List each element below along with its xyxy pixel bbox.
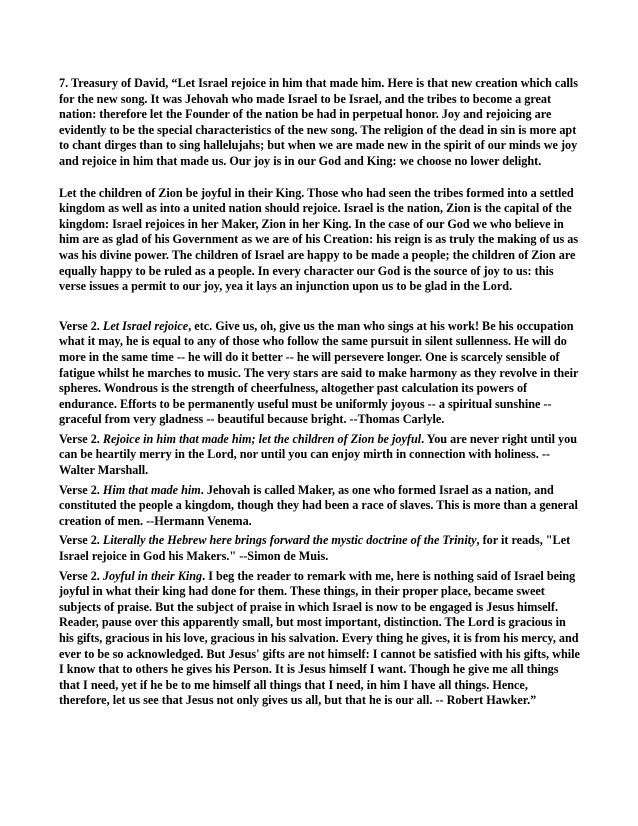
verse-text: . I beg the reader to remark with me, here is nothing said of Israel being joyful in what their king had done for them. These things, in their proper place, became sweet subjects of praise. But the subject of praise in which Israel is now to be engaged is Jesus himself. Reader, pause over this apparently small, but most important, distinction. The Lord is gracious in his gifts, gracious in his love, gracious in his salvation. Every thing he gives, it is from his mercy, and ever to be so acknowledged. But Jesus' gifts are not himself: I cannot be satisfied with his gifts, while I know that to others he gives his Person. It is Jesus himself I want. Though he give me all things that I need, yet if he be to me himself all things that I need, in him I have all things. Hence, therefore, let us see that Jesus not only gives us all, but that he is our all. -- Robert Hawker.” — [59, 568, 580, 708]
verse-text: , etc. Give us, oh, give us the man who sings at his work! Be his occupation what it may, he is equal to any of those who follow the same pursuit in silent sullenness. He will do more in the same time -- he will do it better -- he will persevere longer. One is scarcely sensible of fatigue whilst he marches to music. The very stars are said to make harmony as they revolve in their spheres. Wondrous is the strength of cheerfulness, altogether past calculation its powers of endurance. Efforts to be permanently useful must be uniformly joyous -- a spiritual sunshine -- graceful from very gladness -- beautiful because bright. --Thomas Carlyle. — [59, 318, 579, 427]
verse-reference: Verse 2. — [59, 431, 100, 446]
document-page — [59, 76, 581, 709]
verse-comment-venema — [59, 483, 581, 530]
verse-emphasis: Literally the Hebrew here brings forward the mystic doctrine of the Trinity — [102, 533, 477, 548]
verse-reference: Verse 2. — [59, 533, 100, 548]
verse-reference: Verse 2. — [59, 568, 100, 583]
verse-emphasis: Joyful in their King — [102, 568, 203, 583]
verse-reference: Verse 2. — [59, 482, 100, 497]
verse-emphasis: Him that made him — [102, 482, 201, 497]
verse-text: . You are never right until you can be heartily merry in the Lord, nor until you can enjoy mirth in connection with holiness. --Walter Marshall. — [59, 431, 577, 478]
paragraph-children-of-zion: Let the children of Zion be joyful in their King. Those who had seen the tribes formed into a settled kingdom as well as into a united nation should rejoice. Israel is the nation, Zion is the capital of the kingdom: Israel rejoices in her Maker, Zion in her King. In the case of our God we who believe in him are as glad of his Government as we are of his Creation: his reign is as truly the making of us as was his divine power. The children of Israel are happy to be made a people; the children of Zion are equally happy to be ruled as a people. In every character our God is the source of joy to us: this verse issues a permit to our joy, yea it lays an injunction upon us to be glad in the Lord. — [59, 185, 579, 294]
verse-comment-hawker — [59, 569, 581, 709]
verse-text: , for it reads, "Let Israel rejoice in God his Makers." --Simon de Muis. — [59, 533, 571, 564]
paragraph-treasury-intro: 7. Treasury of David, “Let Israel rejoice in him that made him. Here is that new creation which calls for the new song. It was Jehovah who made Israel to be Israel, and the tribes to become a great nation: therefore let the Founder of the nation be had in perpetual honor. Joy and rejoicing are evidently to be the special characteristics of the new song. The religion of the dead in sin is more apt to chant dirges than to sing hallelujahs; but when we are made new in the spirit of our minds we joy and rejoice in him that made us. Our joy is in our God and King: we choose no lower delight. — [59, 76, 578, 168]
verse-comment-carlyle — [59, 319, 581, 428]
verse-comment-marshall — [59, 432, 581, 479]
verse-reference: Verse 2. — [59, 318, 100, 333]
verse-comment-de-muis — [59, 533, 581, 564]
verse-emphasis: Rejoice in him that made him; let the children of Zion be joyful — [102, 431, 422, 446]
verse-text: . Jehovah is called Maker, as one who formed Israel as a nation, and constituted the people a kingdom, though they had been a race of slaves. This is more than a general creation of men. --Hermann Venema. — [59, 482, 578, 528]
verse-emphasis: Let Israel rejoice — [102, 318, 189, 333]
